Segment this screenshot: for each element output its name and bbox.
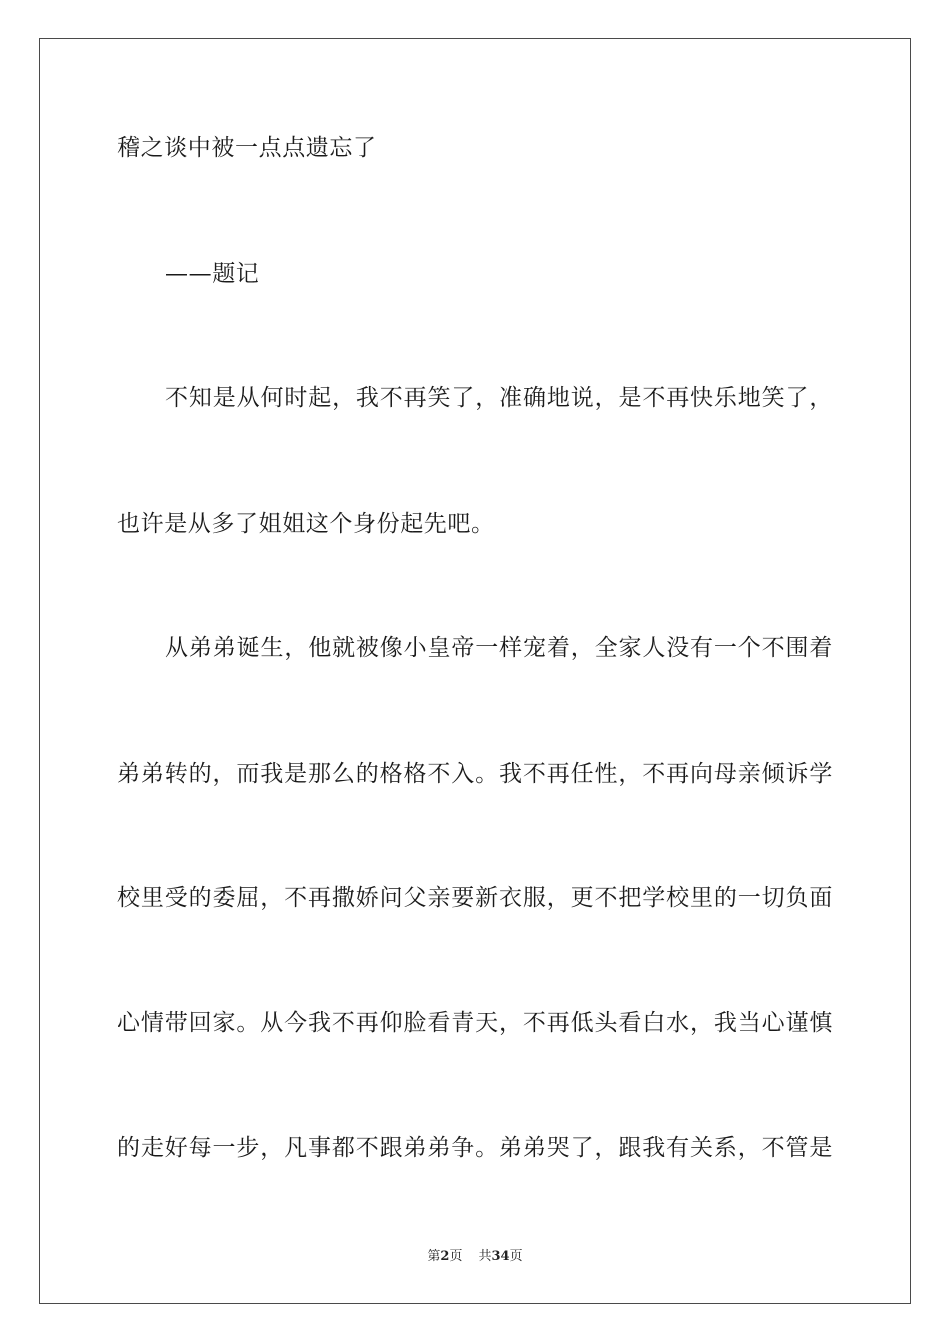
page-number: 2: [440, 1249, 450, 1264]
text-line-1: 稽之谈中被一点点遗忘了: [117, 135, 377, 161]
total-pages: 34: [491, 1249, 510, 1264]
text-line-7: 校里受的委屈，不再撒娇问父亲要新衣服，更不把学校里的一切负面: [117, 885, 833, 911]
total-prefix: 共: [478, 1249, 492, 1264]
text-line-6: 弟弟转的，而我是那么的格格不入。我不再任性，不再向母亲倾诉学: [117, 761, 833, 787]
text-line-8: 心情带回家。从今我不再仰脸看青天，不再低头看白水，我当心谨慎: [117, 1010, 833, 1036]
text-line-3: 不知是从何时起，我不再笑了，准确地说，是不再快乐地笑了，: [165, 385, 833, 411]
text-line-9: 的走好每一步，凡事都不跟弟弟争。弟弟哭了，跟我有关系，不管是: [117, 1135, 833, 1161]
text-line-4: 也许是从多了姐姐这个身份起先吧。: [117, 511, 495, 537]
page-footer: [0, 1248, 950, 1266]
page-border: [39, 38, 911, 1304]
text-line-5: 从弟弟诞生，他就被像小皇帝一样宠着，全家人没有一个不围着: [165, 635, 833, 661]
page-suffix: 页: [449, 1249, 463, 1264]
total-suffix: 页: [509, 1249, 523, 1264]
page-prefix: 第: [427, 1249, 441, 1264]
text-line-2: ——题记: [165, 261, 260, 287]
